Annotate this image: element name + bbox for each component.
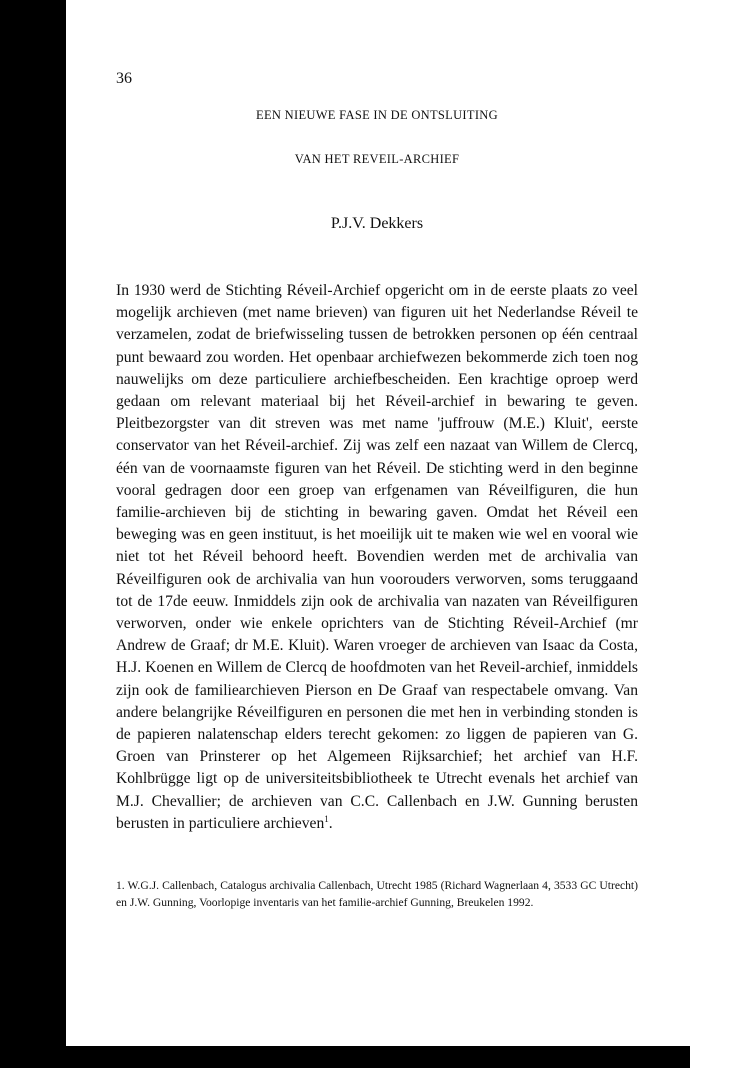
body-paragraph-text: In 1930 werd de Stichting Réveil-Archief opgericht om in de eerste plaats zo veel mogelijk archieven (met name brieven) van figuren uit het Nederlandse Réveil te verzamelen, zodat de briefwisseling tussen de betrokken personen op één centraal punt bewaard zou worden. Het openbaar archiefwezen bekommerde zich toen nog nauwelijks om deze particuliere archiefbescheiden. Een krachtige oproep werd gedaan om relevant materiaal bij het Réveil-archief in bewaring te geven. Pleitbezorgster van dit streven was met name 'juffrouw (M.E.) Kluit', eerste conservator van het Réveil-archief. Zij was zelf een nazaat van Willem de Clercq, één van de voornaamste figuren van het Réveil. De stichting werd in den beginne vooral gedragen door een groep van erfgenamen van Réveilfiguren, die hun familie-archieven bij de stichting in bewaring gaven. Omdat het Réveil een beweging was en geen instituut, is het moeilijk uit te maken wie wel en vooral wie niet tot het Réveil behoord heeft. Bovendien werden met de archivalia van Réveilfiguren ook de archivalia van hun voorouders verworven, soms teruggaand tot de 17de eeuw. Inmiddels zijn ook de archivalia van nazaten van Réveilfiguren verworven, onder wie enkele oprichters van de Stichting Réveil-Archief (mr Andrew de Graaf; dr M.E. Kluit). Waren vroeger de archieven van Isaac da Costa, H.J. Koenen en Willem de Clercq de hoofdmoten van het Reveil-archief, inmiddels zijn ook de familiearchieven Pierson en De Graaf van respectabele omvang. Van andere belangrijke Réveilfiguren en personen die met hen in verbinding stonden is de papieren nalatenschap elders terecht gekomen: zo liggen de papieren van G. Groen van Prinsterer op het Algemeen Rijksarchief; het archief van H.F. Kohlbrügge ligt op de universiteitsbibliotheek te Utrecht evenals het archief van M.J. Chevallier; de archieven van C.C. Callenbach en J.W. Gunning berusten berusten in particuliere archieven: [116, 282, 638, 832]
article-title-line-1: EEN NIEUWE FASE IN DE ONTSLUITING: [256, 108, 498, 122]
author-name: P.J.V. Dekkers: [330, 215, 424, 232]
scan-border-bottom: [0, 1046, 690, 1068]
page-number: 36: [116, 70, 132, 87]
footnote-reference: 1: [324, 813, 329, 824]
article-title-line-2: VAN HET REVEIL-ARCHIEF: [294, 152, 460, 166]
body-paragraph-end: .: [328, 814, 333, 832]
body-paragraph: [116, 280, 638, 835]
scan-border-left: [0, 0, 66, 1068]
footnote: 1. W.G.J. Callenbach, Catalogus archivalia Callenbach, Utrecht 1985 (Richard Wagnerlaan 4, 3533 GC Utrecht) en J.W. Gunning, Voorlopige inventaris van het familie-archief Gunning, Breukelen 1992.: [116, 879, 638, 909]
